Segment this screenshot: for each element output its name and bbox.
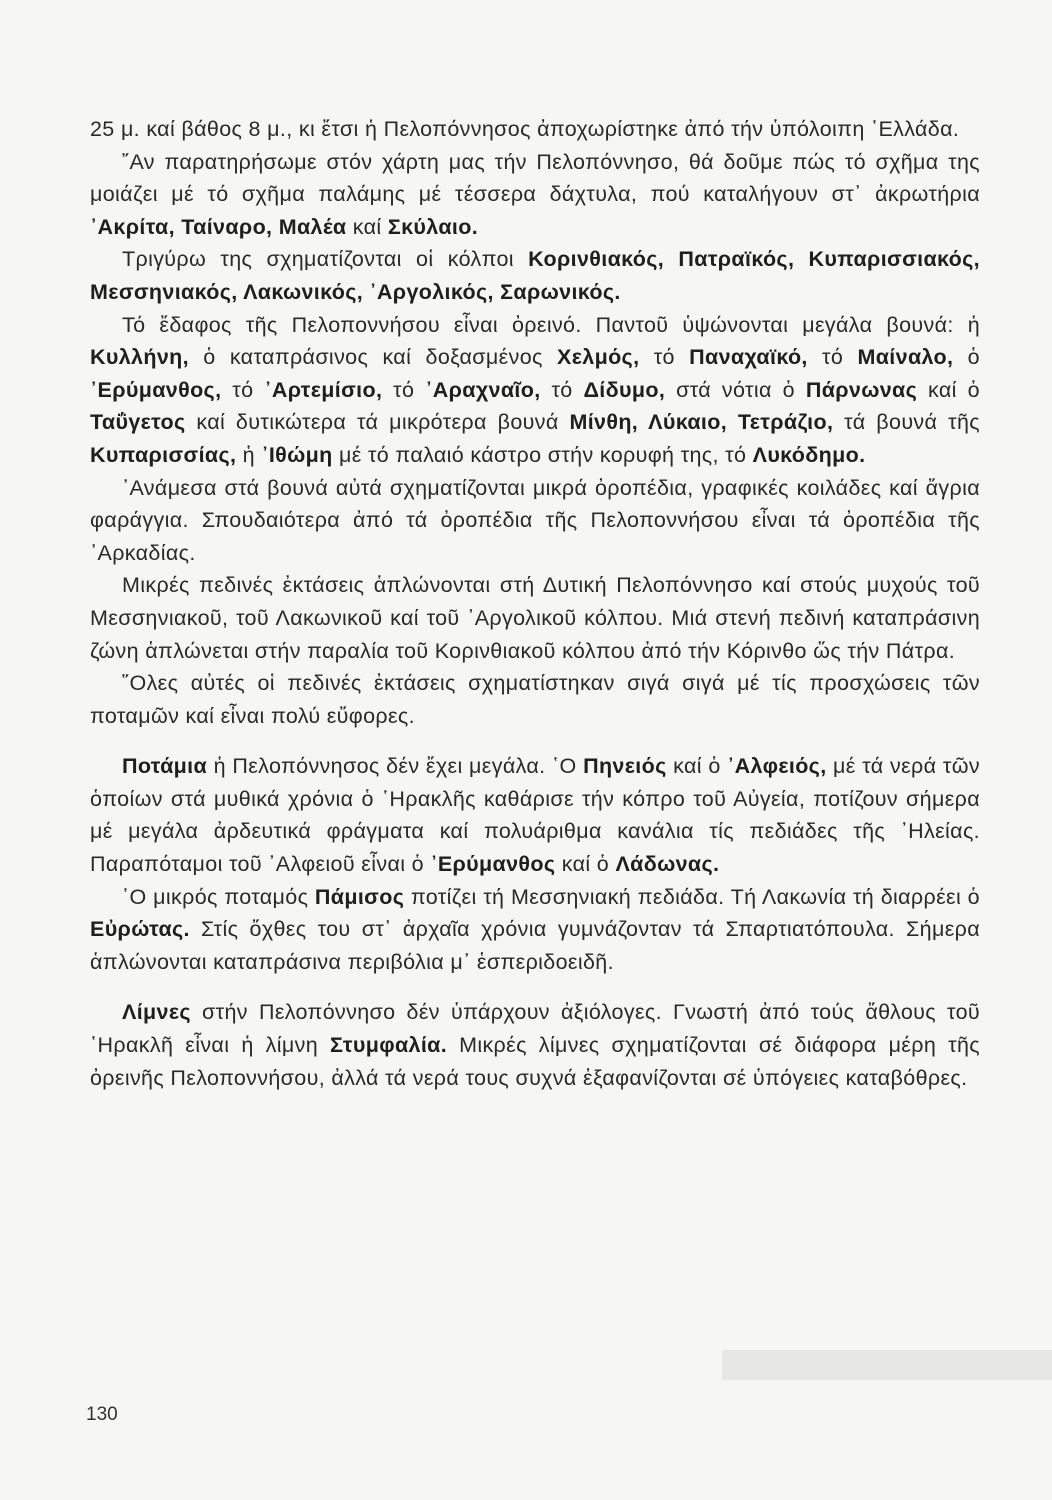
text-run: τό [540, 377, 584, 402]
bold-term: ᾿Αλφειός, [727, 754, 827, 779]
text-run: ῾Ο μικρός ποταμός [122, 884, 315, 909]
text-run: μέ τό παλαιό κάστρο στήν κορυφή της, τό [332, 442, 753, 467]
text-run: μέ τά νερά τῶν ὁποίων στά μυθικά χρόνια ὁ ῾Ηρακλῆς καθάρισε τήν κόπρο τοῦ Αὐγεία, ποτίζουν σήμερα μέ μεγάλα ἀρδευτικά φράγματα καί πολυάριθμα κανάλια τίς πεδιάδες τῆς ᾿Ηλείας. Παραπόταμοι τοῦ ᾿Αλφειοῦ εἶναι ὁ [90, 754, 980, 877]
bold-term: Κυπαρισσίας, [90, 442, 237, 467]
bold-term: Ποτάμια [122, 754, 208, 779]
text-run: Μικρές πεδινές ἐκτάσεις ἁπλώνονται στή Δυτική Πελοπόννησο καί στούς μυχούς τοῦ Μεσσηνιακοῦ, τοῦ Λακωνικοῦ καί τοῦ ᾿Αργολικοῦ κόλπου. Μιά στενή πεδινή καταπράσινη ζώνη ἁπλώνεται στήν παραλία τοῦ Κορινθιακοῦ κόλπου ἀπό τήν Κόρινθο ὥς τήν Πάτρα. [90, 573, 980, 663]
bold-term: ᾿Αραχναῖο, [425, 377, 541, 402]
bold-term: Εὐρώτας. [90, 917, 190, 942]
text-run: ὁ [953, 345, 980, 370]
paragraph [90, 309, 980, 472]
bold-term: Μίνθη, Λύκαιο, Τετράζιο, [569, 410, 834, 435]
bold-term: Κυλλήνη, [90, 345, 189, 370]
body-text [90, 113, 980, 1094]
text-run: Στίς ὄχθες του στ᾿ ἀρχαῖα χρόνια γυμνάζονταν τά Σπαρτιατόπουλα. Σήμερα ἁπλώνονται καταπράσινα περιβόλια μ᾿ ἑσπεριδοειδῆ. [90, 917, 980, 974]
text-run: ἡ [236, 442, 262, 467]
bold-term: Παναχαϊκό, [689, 345, 808, 370]
text-run: Μικρές λίμνες σχηματίζονται σέ διάφορα μέρη τῆς ὀρεινῆς Πελοποννήσου, ἀλλά τά νερά τους συχνά ἐξαφανίζονται σέ ὑπόγειες καταβόθρες. [90, 1033, 981, 1090]
text-run: καί ὁ [555, 852, 616, 877]
bold-term: ᾿Ερύμανθος, [90, 377, 222, 402]
bold-term: ᾿Ερύμανθος [430, 852, 556, 877]
text-run: Τό ἔδαφος τῆς Πελοποννήσου εἶναι ὀρεινό. Παντοῦ ὑψώνονται μεγάλα βουνά: ἡ [122, 312, 980, 337]
text-run: ῞Ολες αὐτές οἱ πεδινές ἐκτάσεις σχηματίστηκαν σιγά σιγά μέ τίς προσχώσεις τῶν ποταμῶν καί εἶναι πολύ εὔφορες. [90, 671, 980, 728]
text-run: 25 μ. καί βάθος 8 μ., κι ἔτσι ἡ Πελοπόννησος ἀποχωρίστηκε ἀπό τήν ὑπόλοιπη ῾Ελλάδα. [90, 117, 960, 141]
bold-term: Πάρνωνας [805, 377, 918, 402]
text-run: τό [221, 377, 265, 402]
text-run: καί ὁ [917, 377, 980, 402]
bold-term: Στυμφαλία. [330, 1033, 448, 1058]
bold-term: ᾿Αρτεμίσιο, [264, 377, 383, 402]
bold-term: ᾿Ακρίτα, Ταίναρο, Μαλέα [90, 214, 347, 239]
paragraph [90, 243, 980, 308]
text-run: καί ὁ [666, 754, 728, 779]
bold-term: Κορινθιακός, Πατραϊκός, Κυπαρισσιακός, Μεσσηνιακός, Λακωνικός, ᾿Αργολικός, Σαρωνικός. [90, 247, 980, 304]
text-run: Τριγύρω της σχηματίζονται οἱ κόλποι [122, 247, 529, 272]
bold-term: Ταΰγετος [90, 410, 186, 435]
bold-term: Χελμός, [557, 345, 640, 370]
page-number: 130 [86, 1404, 118, 1425]
text-run: στήν Πελοπόννησο δέν ὑπάρχουν ἀξιόλογες. Γνωστή ἀπό τούς ἄθλους τοῦ ῾Ηρακλῆ εἶναι ἡ λίμνη [90, 1000, 980, 1058]
paragraph [90, 472, 980, 570]
paragraph [90, 667, 980, 732]
bold-term: Σκύλαιο. [387, 214, 479, 239]
text-run: ᾿Ανάμεσα στά βουνά αὐτά σχηματίζονται μικρά ὀροπέδια, γραφικές κοιλάδες καί ἄγρια φαράγγια. Σπουδαιότερα ἀπό τά ὀροπέδια τῆς Πελοποννήσου εἶναι τά ὀροπέδια τῆς ᾿Αρκαδίας. [90, 475, 980, 565]
paragraph [90, 569, 980, 667]
bleed-through-shadow [722, 1350, 1052, 1380]
text-run: καί δυτικώτερα τά μικρότερα βουνά [185, 410, 570, 435]
text-run: ποτίζει τή Μεσσηνιακή πεδιάδα. Τή Λακωνία τή διαρρέει ὁ [404, 884, 980, 909]
bold-term: Λάδωνας. [615, 852, 720, 877]
text-run: καί [346, 214, 388, 239]
paragraph [90, 146, 980, 244]
text-run: τό [382, 377, 426, 402]
text-run: ἡ Πελοπόννησος δέν ἔχει μεγάλα. ῾Ο [207, 754, 584, 779]
bold-term: Λίμνες [122, 1000, 191, 1025]
paragraph [90, 881, 980, 979]
text-run: τό [807, 345, 858, 370]
paragraph [90, 750, 980, 880]
bold-term: ᾿Ιθώμη [261, 442, 333, 467]
bold-term: Μαίναλο, [857, 345, 954, 370]
text-run: ῎Αν παρατηρήσωμε στόν χάρτη μας τήν Πελοπόννησο, θά δοῦμε πώς τό σχῆμα της μοιάζει μέ τό σχῆμα παλάμης μέ τέσσερα δάχτυλα, πού καταλήγουν στ᾿ ἀκρωτήρια [90, 149, 980, 207]
paragraph [90, 113, 980, 146]
bold-term: Πηνειός [583, 754, 667, 779]
text-run: ὁ καταπράσινος καί δοξασμένος [188, 345, 558, 370]
bold-term: Λυκόδημο. [752, 442, 866, 467]
text-run: στά νότια ὁ [665, 377, 806, 402]
paragraph [90, 996, 980, 1094]
text-run: τό [639, 345, 690, 370]
text-run: τά βουνά τῆς [833, 410, 980, 435]
bold-term: Δίδυμο, [583, 377, 666, 402]
bold-term: Πάμισος [314, 884, 405, 909]
